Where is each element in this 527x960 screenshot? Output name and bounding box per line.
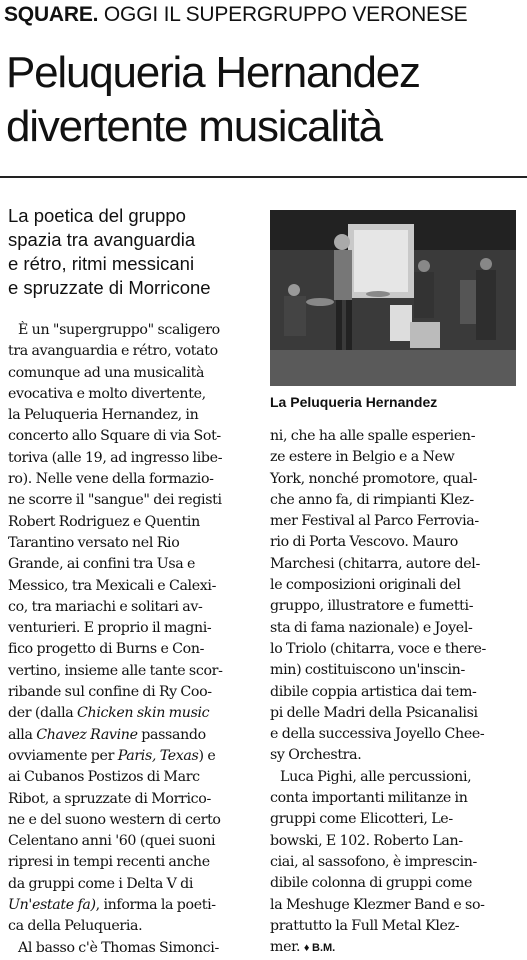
- body-line: Ribot, a spruzzate di Morrico-: [8, 790, 211, 807]
- body-line: da gruppi come i Delta V di: [8, 875, 194, 892]
- body-text: passando: [137, 726, 206, 743]
- body-line: ripresi in tempi recenti anche: [8, 854, 210, 871]
- body-line: evocativa e molto divertente,: [8, 385, 206, 402]
- body-line: ribande sul confine di Ry Coo-: [8, 684, 212, 701]
- band-photo: [270, 210, 516, 386]
- body-line: ze estere in Belgio e a New: [270, 449, 455, 466]
- body-line: ni, che ha alle spalle esperien-: [270, 428, 476, 444]
- body-line: la Meshuge Klezmer Band e so-: [270, 896, 485, 913]
- body-line: ne e del suono western di certo: [8, 811, 221, 828]
- body-line: che anno fa, di rimpianti Klez-: [270, 491, 474, 508]
- body-line: gruppi come Elicotteri, Le-: [270, 811, 453, 828]
- body-text: der (dalla: [8, 705, 78, 722]
- subhead-line: e spruzzate di Morricone: [8, 277, 211, 298]
- body-text: , informa la poeti-: [95, 897, 216, 914]
- body-line: Marchesi (chitarra, autore del-: [270, 555, 480, 572]
- body-line: mer Festival al Parco Ferrovia-: [270, 513, 479, 530]
- body-text: ) e: [198, 747, 216, 764]
- body-line: fico progetto di Burns e Con-: [8, 641, 205, 658]
- body-line: le composizioni originali del: [270, 577, 461, 594]
- body-line: York, nonché promotore, qual-: [270, 470, 478, 487]
- body-line: ai Cubanos Postizos di Marc: [8, 769, 200, 786]
- body-line: ciai, al sassofono, è imprescin-: [270, 853, 477, 870]
- article-column-2: [270, 426, 520, 959]
- body-line: la Peluqueria Hernandez, in: [8, 407, 199, 424]
- body-line: dibile colonna di gruppi come: [270, 875, 473, 892]
- body-line: ne scorre il "sangue" dei registi: [8, 492, 222, 509]
- body-line: conta importanti militanze in: [270, 790, 468, 807]
- italic-title: Un'estate fa): [8, 897, 96, 914]
- body-line: venturieri. E proprio il magni-: [8, 620, 212, 637]
- body-line: sta di fama nazionale) e Joyel-: [270, 619, 473, 636]
- body-line: sy Orchestra.: [270, 747, 362, 764]
- subhead-line: spazia tra avanguardia: [8, 229, 196, 250]
- body-line: rio di Porta Vescovo. Mauro: [270, 534, 458, 551]
- subhead-line: La poetica del gruppo: [8, 205, 186, 226]
- article-column-1: [8, 320, 264, 959]
- body-line: toriva (alle 19, ad ingresso libe-: [8, 449, 223, 466]
- kicker: [4, 2, 524, 28]
- headline: [6, 46, 522, 154]
- body-line: vertino, insieme alle tante scor-: [8, 662, 223, 679]
- body-line: Luca Pighi, alle percussioni,: [280, 768, 472, 785]
- body-line: [270, 937, 520, 959]
- body-line: ca della Peluqueria.: [8, 918, 143, 935]
- body-line: tra avanguardia e rétro, votato: [8, 343, 218, 360]
- subheadline: [8, 204, 263, 300]
- kicker-text: OGGI IL SUPERGRUPPO VERONESE: [103, 3, 468, 26]
- body-line: concerto allo Square di via Sot-: [8, 428, 221, 445]
- body-line: È un "supergruppo" scaligero: [18, 322, 220, 338]
- body-line: [8, 895, 264, 916]
- divider-rule: [0, 176, 527, 178]
- italic-title: Paris, Texas: [117, 747, 199, 764]
- body-line: dibile coppia artistica dai tem-: [270, 683, 477, 700]
- headline-line-1: Peluqueria Hernandez: [6, 48, 420, 97]
- body-text: alla: [8, 726, 37, 743]
- body-line: pi delle Madri della Psicanalisi: [270, 704, 478, 721]
- body-line: min) costituiscono un'inscin-: [270, 662, 465, 679]
- body-line: ro). Nelle vene della formazio-: [8, 471, 214, 488]
- body-line: Messico, tra Mexicali e Calexi-: [8, 577, 217, 594]
- photo-caption: La Peluqueria Hernandez: [270, 394, 438, 410]
- author-signature: ♦ B.M.: [303, 942, 336, 955]
- body-line: [8, 725, 264, 746]
- body-line: comunque ad una musicalità: [8, 364, 205, 381]
- body-line: e della successiva Joyello Chee-: [270, 726, 485, 743]
- body-line: Grande, ai confini tra Usa e: [8, 556, 196, 573]
- body-line: lo Triolo (chitarra, voce e there-: [270, 640, 486, 657]
- body-line: Al basso c'è Thomas Simonci-: [18, 939, 219, 956]
- body-line: Celentano anni '60 (quei suoni: [8, 833, 216, 850]
- italic-title: Chavez Ravine: [36, 726, 138, 743]
- kicker-section: SQUARE.: [4, 3, 99, 26]
- body-line: [8, 746, 264, 767]
- body-text: mer.: [270, 939, 304, 956]
- body-line: Tarantino versato nel Rio: [8, 534, 180, 551]
- body-line: [8, 703, 264, 724]
- subhead-line: e rétro, ritmi messicani: [8, 253, 195, 274]
- body-line: co, tra mariachi e solitari av-: [8, 598, 203, 615]
- body-line: bowski, E 102. Roberto Lan-: [270, 832, 463, 849]
- body-line: gruppo, illustratore e fumetti-: [270, 598, 474, 615]
- italic-title: Chicken skin music: [77, 705, 210, 722]
- headline-line-2: divertente musicalità: [6, 102, 382, 151]
- body-line: Robert Rodriguez e Quentin: [8, 513, 200, 530]
- body-text: ovviamente per: [8, 747, 118, 764]
- band-photo-illustration: [270, 210, 516, 386]
- body-line: prattutto la Full Metal Klez-: [270, 917, 460, 934]
